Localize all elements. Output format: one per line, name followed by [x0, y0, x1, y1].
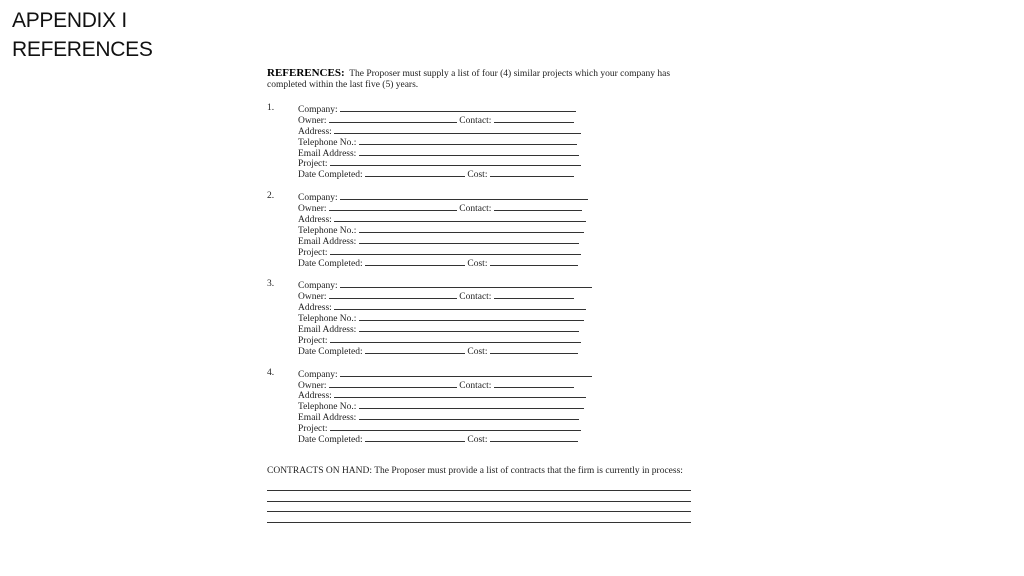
contact-label: Contact:: [459, 292, 492, 303]
cost-blank[interactable]: [490, 257, 578, 266]
title-line-references: REFERENCES: [12, 38, 153, 61]
date-completed-row: [298, 257, 697, 268]
address-blank[interactable]: [334, 389, 586, 398]
address-blank[interactable]: [334, 301, 586, 310]
telephone-label: Telephone No.:: [298, 402, 357, 413]
date-completed-label: Date Completed:: [298, 435, 363, 446]
cost-label: Cost:: [467, 346, 488, 357]
contact-blank[interactable]: [494, 379, 574, 388]
company-row: [298, 368, 697, 379]
company-blank[interactable]: [340, 368, 592, 377]
email-label: Email Address:: [298, 148, 357, 159]
project-label: Project:: [298, 159, 328, 170]
contracts-paragraph: CONTRACTS ON HAND: The Proposer must provide a list of contracts that the firm is currently in process:: [267, 465, 683, 476]
owner-label: Owner:: [298, 292, 327, 303]
reference-number: 1.: [267, 103, 275, 113]
contact-label: Contact:: [459, 115, 492, 126]
cost-blank[interactable]: [490, 345, 578, 354]
contact-label: Contact:: [459, 380, 492, 391]
owner-blank[interactable]: [329, 202, 457, 211]
email-label: Email Address:: [298, 325, 357, 336]
reference-number: 4.: [267, 367, 275, 378]
email-blank[interactable]: [359, 411, 579, 420]
company-row: [298, 103, 697, 114]
date-completed-blank[interactable]: [365, 168, 465, 177]
email-blank[interactable]: [359, 147, 579, 156]
address-row: [298, 301, 697, 312]
company-label: Company:: [298, 193, 338, 204]
telephone-row: [298, 224, 697, 235]
project-row: [298, 157, 697, 168]
address-blank[interactable]: [334, 125, 581, 134]
telephone-blank[interactable]: [359, 224, 584, 233]
date-completed-label: Date Completed:: [298, 170, 363, 181]
project-row: [298, 334, 697, 345]
intro-text: The Proposer must supply a list of four (4) similar projects which your company has completed within the last five (5) years.: [267, 69, 671, 90]
company-row: [298, 279, 697, 290]
contact-blank[interactable]: [494, 290, 574, 299]
project-blank[interactable]: [330, 334, 581, 343]
cost-label: Cost:: [467, 435, 488, 446]
intro-label: REFERENCES:: [267, 67, 345, 79]
project-row: [298, 422, 697, 433]
references-form: [267, 68, 697, 523]
owner-label: Owner:: [298, 204, 327, 215]
address-row: [298, 389, 697, 400]
reference-entry: [267, 279, 697, 355]
contract-line[interactable]: [267, 481, 691, 492]
reference-entry: [267, 191, 697, 267]
telephone-blank[interactable]: [359, 136, 577, 145]
project-blank[interactable]: [330, 157, 581, 166]
contact-blank[interactable]: [494, 202, 582, 211]
company-label: Company:: [298, 281, 338, 292]
contract-line[interactable]: [267, 502, 691, 513]
owner-label: Owner:: [298, 115, 327, 126]
reference-number: 2.: [267, 191, 275, 202]
reference-entry: [267, 103, 697, 179]
project-blank[interactable]: [330, 246, 581, 255]
email-label: Email Address:: [298, 236, 357, 247]
telephone-label: Telephone No.:: [298, 137, 357, 148]
owner-row: [298, 114, 697, 125]
telephone-row: [298, 312, 697, 323]
company-blank[interactable]: [340, 103, 576, 112]
date-completed-row: [298, 433, 697, 444]
email-row: [298, 147, 697, 158]
address-label: Address:: [298, 391, 332, 402]
project-blank[interactable]: [330, 422, 581, 431]
date-completed-row: [298, 345, 697, 356]
date-completed-label: Date Completed:: [298, 258, 363, 269]
telephone-blank[interactable]: [359, 400, 584, 409]
email-blank[interactable]: [359, 323, 579, 332]
owner-row: [298, 379, 697, 390]
date-completed-blank[interactable]: [365, 433, 465, 442]
owner-label: Owner:: [298, 380, 327, 391]
telephone-label: Telephone No.:: [298, 225, 357, 236]
company-label: Company:: [298, 105, 338, 115]
project-label: Project:: [298, 424, 328, 435]
email-label: Email Address:: [298, 413, 357, 424]
email-row: [298, 323, 697, 334]
date-completed-label: Date Completed:: [298, 346, 363, 357]
address-label: Address:: [298, 303, 332, 314]
owner-row: [298, 202, 697, 213]
address-row: [298, 213, 697, 224]
telephone-row: [298, 400, 697, 411]
date-completed-blank[interactable]: [365, 257, 465, 266]
contract-line[interactable]: [267, 491, 691, 502]
email-row: [298, 411, 697, 422]
contracts-lines: [267, 481, 697, 523]
cost-label: Cost:: [467, 170, 488, 181]
project-label: Project:: [298, 335, 328, 346]
company-label: Company:: [298, 369, 338, 380]
date-completed-blank[interactable]: [365, 345, 465, 354]
reference-entry: [267, 368, 697, 444]
company-row: [298, 191, 697, 202]
company-blank[interactable]: [340, 279, 592, 288]
cost-blank[interactable]: [490, 433, 578, 442]
owner-row: [298, 290, 697, 301]
address-blank[interactable]: [334, 213, 586, 222]
company-blank[interactable]: [340, 191, 588, 200]
project-row: [298, 246, 697, 257]
contact-blank[interactable]: [494, 114, 574, 123]
email-row: [298, 235, 697, 246]
contract-line[interactable]: [267, 512, 691, 523]
project-label: Project:: [298, 247, 328, 258]
reference-number: 3.: [267, 279, 275, 290]
owner-blank[interactable]: [329, 290, 457, 299]
cost-blank[interactable]: [490, 168, 574, 177]
date-completed-row: [298, 168, 697, 179]
intro-paragraph: [267, 68, 697, 91]
telephone-blank[interactable]: [359, 312, 584, 321]
telephone-label: Telephone No.:: [298, 314, 357, 325]
email-blank[interactable]: [359, 235, 579, 244]
page-title: [12, 6, 153, 64]
reference-list: [267, 103, 697, 444]
address-label: Address:: [298, 126, 332, 137]
owner-blank[interactable]: [329, 379, 457, 388]
address-label: Address:: [298, 215, 332, 226]
title-line-appendix: APPENDIX I: [12, 9, 127, 32]
cost-label: Cost:: [467, 258, 488, 269]
address-row: [298, 125, 697, 136]
telephone-row: [298, 136, 697, 147]
contact-label: Contact:: [459, 204, 492, 215]
owner-blank[interactable]: [329, 114, 457, 123]
